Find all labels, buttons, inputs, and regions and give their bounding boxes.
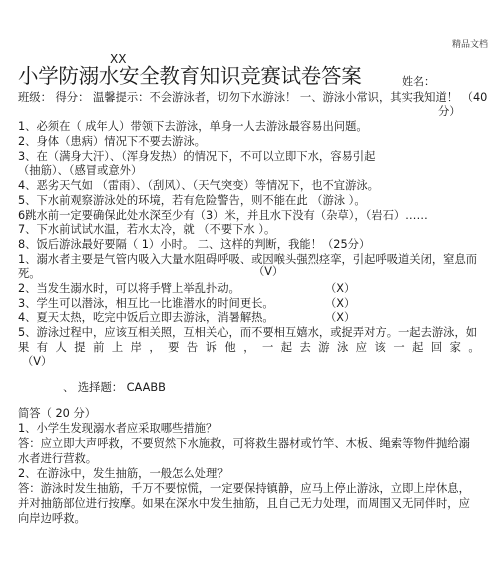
char: 岸 (130, 341, 142, 354)
char: 提 (74, 341, 86, 354)
char: 前 (93, 341, 105, 354)
char: 该 (374, 341, 386, 354)
char: 泳 (337, 341, 349, 354)
judge-1-cont: 死。 (18, 267, 41, 280)
char: ， (149, 341, 161, 354)
judge-3: 3、学生可以潜泳，相互比一比谁潜水的时间更长。 (18, 297, 274, 310)
question-8: 8、饭后游泳最好要隔（ 1）小时。 二、这样的判断，我能！（25分） (18, 238, 371, 251)
char: 告 (186, 341, 199, 354)
question-6: 6跳水前一定要确保此处水深至少有（3）米，并且水下没有（杂草），（岩石）…… (18, 209, 428, 222)
title-xx: XX (110, 52, 127, 66)
char: 去 (299, 341, 311, 354)
judge-2: 2、当发生溺水时，可以将手臂上举乱扑动。 (18, 282, 240, 295)
char: 。 (468, 341, 480, 354)
char: 起 (412, 341, 424, 354)
short-question-2: 2、在游泳中，发生抽筋，一般怎么处理？ (18, 467, 229, 480)
short-answer-1-cont: 水者进行营救。 (18, 452, 98, 465)
question-4: 4、恶劣天气如 （雷雨）、（刮风）、（天气突变）等情况下，也不宜游泳。 (18, 179, 379, 192)
question-5: 5、下水前观察游泳处的环境，若有危险警告，则不能在此 （游泳 ）。 (18, 194, 366, 207)
choice-answers: 、 选择题： CAABB (63, 381, 166, 394)
question-3-cont: （抽筋）、（感冒或意外） (18, 164, 143, 177)
header-tag: 精品文档 (451, 40, 488, 50)
judge-5-cont (18, 341, 480, 355)
char: 游 (318, 341, 330, 354)
char: 果 (18, 341, 30, 354)
char: 上 (111, 341, 124, 354)
char: 有 (36, 341, 49, 354)
judge-4: 4、夏天太热，吃完中饭后立即去游泳，消暑解热。 (18, 311, 274, 324)
char: 一 (393, 341, 405, 354)
short-question-1: 1、小学生发现溺水者应采取哪些措施？ (18, 422, 218, 435)
char: 人 (55, 341, 67, 354)
char: 一 (261, 341, 274, 354)
page-title: 小学防溺水安全教育知识竞赛试卷答案 (18, 64, 362, 88)
char: ， (243, 341, 255, 354)
short-answer-1: 答：应立即大声呼救，不要贸然下水施救，可将救生器材或竹竿、木板、绳索等物件抛给溺 (18, 437, 470, 450)
name-label: 姓名： (402, 75, 435, 88)
char: 起 (280, 341, 293, 354)
judge-5-answer: （V） (22, 355, 53, 368)
judge-4-answer: （X） (325, 311, 356, 324)
char: 应 (355, 341, 368, 354)
char: 诉 (205, 341, 217, 354)
class-score-line: 班级： 得分： 温馨提示：不会游泳者，切勿下水游泳！ 一、游泳小常识，其实我知道！ （40 (18, 91, 488, 104)
char: 家 (449, 341, 461, 354)
short-answer-title: 简答（ 20 分） (18, 407, 97, 420)
short-answer-2: 答：游泳时发生抽筋，千万不要惊慌，一定要保持镇静，应马上停止游泳，立即上岸休息， (18, 482, 470, 495)
section-one-points: 分） (438, 105, 461, 118)
judge-3-answer: （X） (325, 297, 356, 310)
judge-1: 1、溺水者主要是气管内吸入大量水阻碍呼吸、或因喉头强烈痉挛，引起呼吸道关闭，窒息而 (18, 253, 478, 266)
judge-5: 5、游泳过程中，应该互相关照，互相关心，而不要相互嬉水，或捉弄对方。一起去游泳，如 (18, 326, 478, 339)
char: 要 (168, 341, 180, 354)
short-answer-2-cont: 并对抽筋部位进行按摩。如果在深水中发生抽筋，且自己无力处理，而周围又无同伴时，应 (18, 497, 470, 510)
question-2: 2、身体（患病）情况下不要去游泳。 (18, 135, 206, 148)
char: 回 (430, 341, 443, 354)
judge-2-answer: （X） (325, 282, 356, 295)
short-answer-2-end: 向岸边呼救。 (18, 512, 86, 525)
question-1: 1、必须在（ 成年人）带领下去游泳，单身一人去游泳最容易出问题。 (18, 120, 368, 133)
char: 他 (224, 341, 236, 354)
judge-1-answer: （V） (253, 265, 284, 278)
question-7: 7、下水前试试水温，若水太冷，就 （不要下水 ）。 (18, 223, 276, 236)
question-3: 3、在（满身大汗）、（浑身发热）的情况下，不可以立即下水，容易引起 (18, 150, 376, 163)
